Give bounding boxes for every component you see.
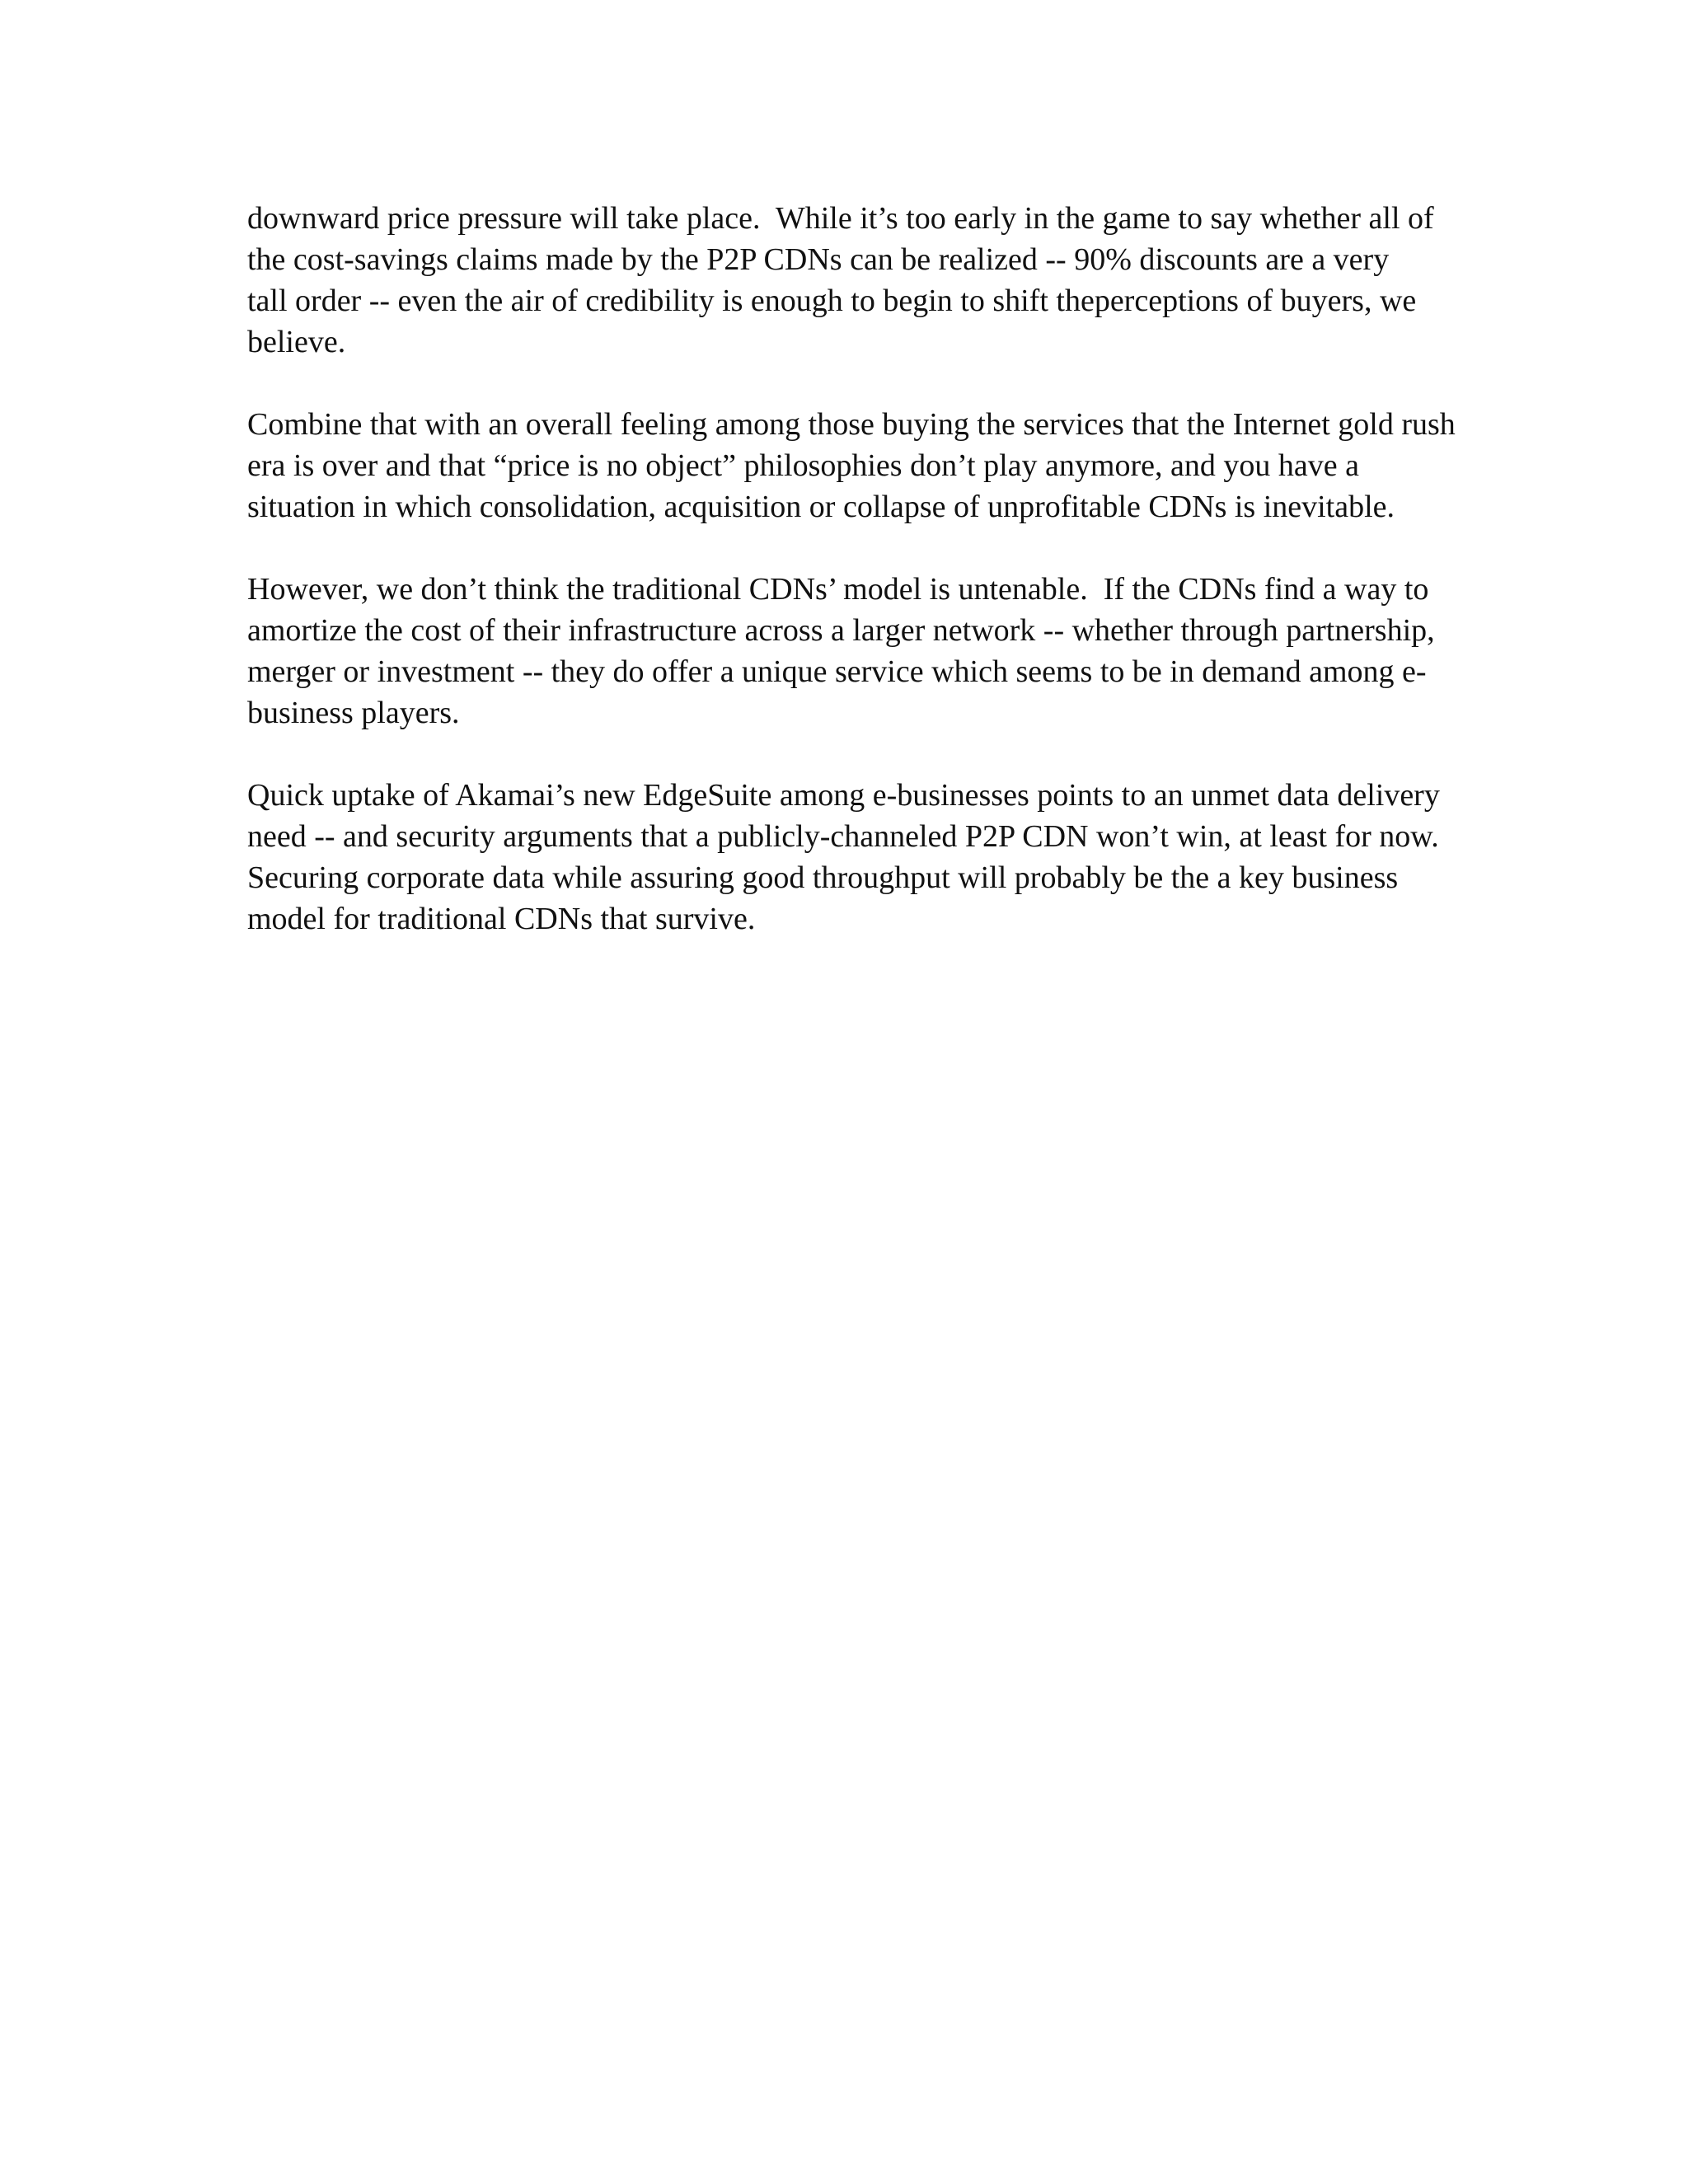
paragraph-traditional-model <box>247 569 1451 733</box>
text-line: However, we don’t think the traditional CDNs’ model is untenable. If the CDNs find a way to <box>247 572 1429 607</box>
text-line: downward price pressure will take place. While it’s too early in the game to say whether all of <box>247 201 1434 236</box>
paragraph-price-pressure <box>247 198 1451 363</box>
text-line: business players. <box>247 696 460 730</box>
text-line: need -- and security arguments that a publicly-channeled P2P CDN won’t win, at least for now. <box>247 819 1439 854</box>
text-line: tall order -- even the air of credibility is enough to begin to shift theperceptions of buyers, we <box>247 284 1417 318</box>
body-text <box>247 198 1456 981</box>
text-line: Combine that with an overall feeling among those buying the services that the Internet gold rush <box>247 407 1456 442</box>
text-line: the cost-savings claims made by the P2P CDNs can be realized -- 90% discounts are a very <box>247 242 1390 277</box>
text-line: Quick uptake of Akamai’s new EdgeSuite among e-businesses points to an unmet data delivery <box>247 778 1440 813</box>
text-line: amortize the cost of their infrastructure across a larger network -- whether through partnership, <box>247 613 1435 648</box>
text-line: merger or investment -- they do offer a unique service which seems to be in demand among e- <box>247 654 1427 689</box>
text-line: era is over and that “price is no object” philosophies don’t play anymore, and you have a <box>247 448 1359 483</box>
paragraph-edgesuite <box>247 775 1451 940</box>
text-line: model for traditional CDNs that survive. <box>247 902 756 936</box>
text-line: situation in which consolidation, acquisition or collapse of unprofitable CDNs is inevitable. <box>247 490 1395 524</box>
text-line: believe. <box>247 325 346 359</box>
text-line: Securing corporate data while assuring good throughput will probably be the a key business <box>247 860 1399 895</box>
paragraph-consolidation <box>247 404 1456 527</box>
